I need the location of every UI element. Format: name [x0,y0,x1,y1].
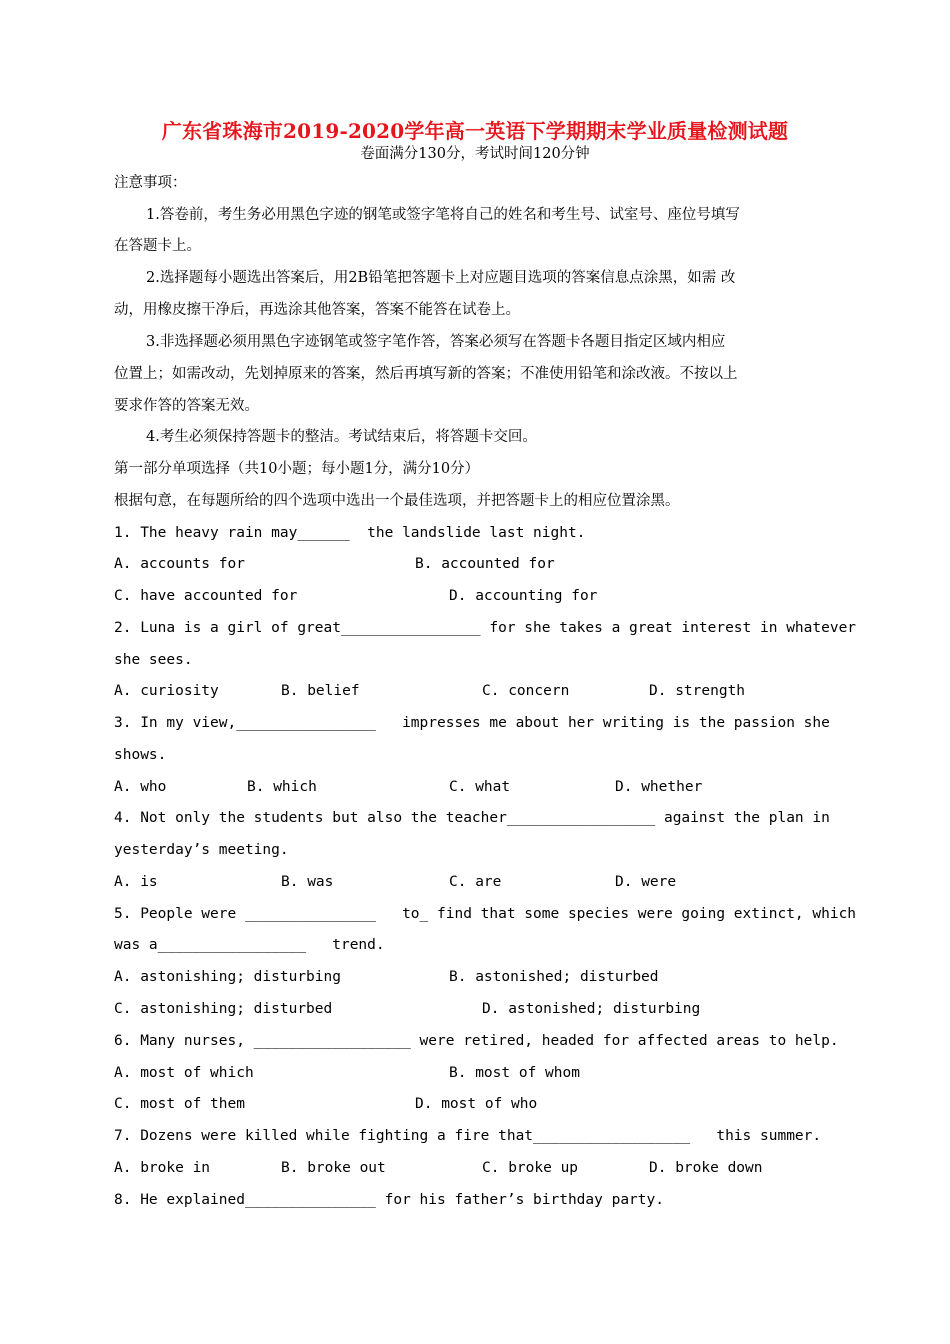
question-2-option-c: C. concern [482,683,570,699]
notes-heading: 注意事项： [114,175,187,191]
question-7-option-b: B. broke out [281,1160,386,1176]
question-3-option-a: A. who [114,779,167,795]
note-4: 4.考生必须保持答题卡的整洁。考试结束后，将答题卡交回。 [146,429,537,445]
question-6-option-a: A. most of which [114,1065,254,1081]
question-7-option-d: D. broke down [649,1160,763,1176]
question-7-option-c: C. broke up [482,1160,579,1176]
question-3-option-d: D. whether [615,779,703,795]
question-4-option-d: D. were [615,874,677,890]
note-1-line-2: 在答题卡上。 [114,238,201,254]
part1-instruction: 根据句意，在每题所给的四个选项中选出一个最佳选项，并把答题卡上的相应位置涂黑。 [114,493,680,509]
question-4-option-a: A. is [114,874,158,890]
question-3-option-b: B. which [247,779,317,795]
question-4-option-c: C. are [449,874,502,890]
question-7-stem: 7. Dozens were killed while fighting a fire that__________________ this summer. [114,1128,822,1144]
question-3-option-c: C. what [449,779,511,795]
note-3-line-1: 3.非选择题必须用黑色字迹钢笔或签字笔作答，答案必须写在答题卡各题目指定区域内相应 [146,334,726,350]
question-3-stem-line-2: shows. [114,747,167,763]
question-5-option-d: D. astonished; disturbing [482,1001,701,1017]
question-7-option-a: A. broke in [114,1160,211,1176]
question-5-option-b: B. astonished; disturbed [449,969,659,985]
question-5-option-c: C. astonishing; disturbed [114,1001,333,1017]
question-6-option-c: C. most of them [114,1096,245,1112]
question-2-option-d: D. strength [649,683,746,699]
question-2-stem-line-2: she sees. [114,652,193,668]
note-3-line-2: 位置上；如需改动，先划掉原来的答案，然后再填写新的答案；不准使用铅笔和涂改液。不按以上 [114,366,738,382]
note-1-line-1: 1.答卷前，考生务必用黑色字迹的钢笔或签字笔将自己的姓名和考生号、试室号、座位号填写 [146,207,740,223]
question-4-stem-line-2: yesterday’s meeting. [114,842,289,858]
question-4-stem-line-1: 4. Not only the students but also the teacher_________________ against the plan in [114,810,830,826]
question-2-stem-line-1: 2. Luna is a girl of great________________ for she takes a great interest in whatever [114,620,857,636]
page-title: 广东省珠海市2019-2020学年高一英语下学期期末学业质量检测试题 [161,119,789,143]
note-2-line-2: 动，用橡皮擦干净后，再选涂其他答案，答案不能答在试卷上。 [114,302,520,318]
question-1-option-b: B. accounted for [415,556,555,572]
question-2-option-a: A. curiosity [114,683,219,699]
question-6-option-b: B. most of whom [449,1065,580,1081]
note-2-line-1: 2.选择题每小题选出答案后，用2B铅笔把答题卡上对应题目选项的答案信息点涂黑，如需 改 [146,270,736,286]
question-1-stem: 1. The heavy rain may______ the landslide last night. [114,525,586,541]
question-5-stem-line-2: was a_________________ trend. [114,937,385,953]
question-3-stem-line-1: 3. In my view,________________ impresses me about her writing is the passion she [114,715,830,731]
question-8-stem: 8. He explained_______________ for his father’s birthday party. [114,1192,664,1208]
question-2-option-b: B. belief [281,683,360,699]
question-5-option-a: A. astonishing; disturbing [114,969,341,985]
question-1-option-d: D. accounting for [449,588,598,604]
question-1-option-a: A. accounts for [114,556,245,572]
question-4-option-b: B. was [281,874,334,890]
note-3-line-3: 要求作答的答案无效。 [114,398,259,414]
question-1-option-c: C. have accounted for [114,588,298,604]
question-5-stem-line-1: 5. People were _______________ to_ find that some species were going extinct, which [114,906,857,922]
page-subtitle: 卷面满分130分，考试时间120分钟 [360,146,590,162]
part1-heading: 第一部分单项选择（共10小题；每小题1分，满分10分） [114,461,480,477]
question-6-option-d: D. most of who [415,1096,538,1112]
question-6-stem: 6. Many nurses, __________________ were retired, headed for affected areas to help. [114,1033,839,1049]
